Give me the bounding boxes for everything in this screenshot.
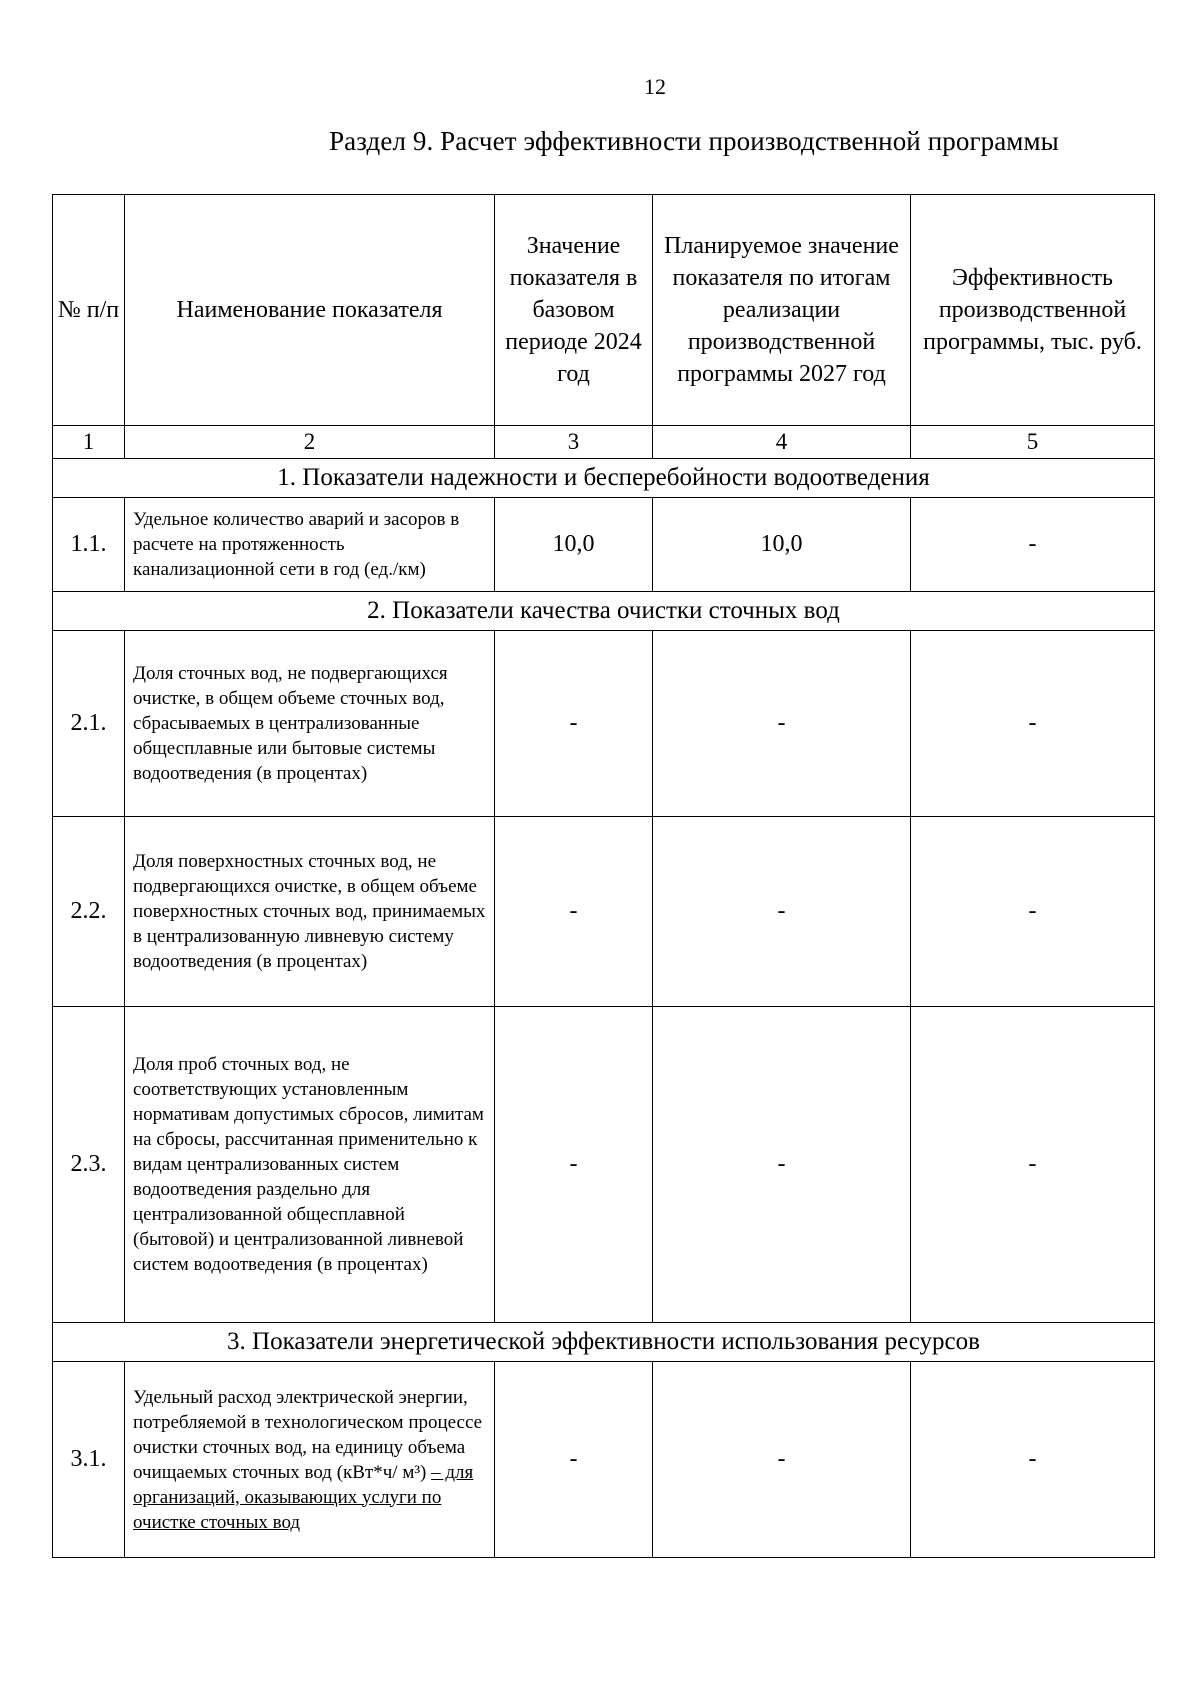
indicator-name: Доля поверхностных сточных вод, не подвергающихся очистке, в общем объеме поверхностных сточных вод, принимаемых в централизованную ливневую систему водоотведения (в процентах) xyxy=(125,817,495,1007)
column-number: 2 xyxy=(125,426,495,459)
page-number: 12 xyxy=(644,74,666,99)
base-value: - xyxy=(495,817,653,1007)
efficiency-value: - xyxy=(911,817,1155,1007)
row-number: 2.2. xyxy=(53,817,125,1007)
base-value: 10,0 xyxy=(495,498,653,592)
group-row xyxy=(53,592,1155,631)
planned-value: 10,0 xyxy=(653,498,911,592)
table-row xyxy=(53,817,1155,1007)
group-title: 3. Показатели энергетической эффективности использования ресурсов xyxy=(53,1323,1155,1362)
indicator-name: Доля сточных вод, не подвергающихся очистке, в общем объеме сточных вод, сбрасываемых в централизованные общесплавные или бытовые системы водоотведения (в процентах) xyxy=(125,631,495,817)
header-planned: Планируемое значение показателя по итогам реализации производственной программы 2027 год xyxy=(653,195,911,426)
row-number: 3.1. xyxy=(53,1362,125,1558)
row-number: 1.1. xyxy=(53,498,125,592)
planned-value: - xyxy=(653,631,911,817)
planned-value: - xyxy=(653,1007,911,1323)
table-row xyxy=(53,1362,1155,1558)
indicator-name-tail: – для организаций, оказывающих услуги по очистке сточных вод xyxy=(133,1461,474,1533)
column-number: 3 xyxy=(495,426,653,459)
indicator-name: Доля проб сточных вод, не соответствующих установленным нормативам допустимых сбросов, лимитам на сбросы, рассчитанная применительно к видам централизованных систем водоотведения раздельно для централизованной общесплавной (бытовой) и централизованной ливневой систем водоотведения (в процентах) xyxy=(125,1007,495,1323)
group-title: 1. Показатели надежности и бесперебойности водоотведения xyxy=(53,459,1155,498)
header-efficiency: Эффективность производственной программы, тыс. руб. xyxy=(911,195,1155,426)
header-base: Значение показателя в базовом периоде 2024 год xyxy=(495,195,653,426)
indicator-name: Удельное количество аварий и засоров в расчете на протяженность канализационной сети в год (ед./км) xyxy=(125,498,495,592)
column-number: 4 xyxy=(653,426,911,459)
base-value: - xyxy=(495,1007,653,1323)
column-number: 1 xyxy=(53,426,125,459)
section-title: Раздел 9. Расчет эффективности производственной программы xyxy=(329,126,1059,156)
efficiency-table xyxy=(52,194,1155,1558)
group-title: 2. Показатели качества очистки сточных вод xyxy=(53,592,1155,631)
indicator-name xyxy=(125,1362,495,1558)
group-row xyxy=(53,1323,1155,1362)
header-num: № п/п xyxy=(53,195,125,426)
column-number: 5 xyxy=(911,426,1155,459)
header-name: Наименование показателя xyxy=(125,195,495,426)
planned-value: - xyxy=(653,1362,911,1558)
table-header-row xyxy=(53,195,1155,426)
efficiency-value: - xyxy=(911,1007,1155,1323)
table-row xyxy=(53,498,1155,592)
planned-value: - xyxy=(653,817,911,1007)
efficiency-value: - xyxy=(911,631,1155,817)
efficiency-value: - xyxy=(911,1362,1155,1558)
base-value: - xyxy=(495,1362,653,1558)
base-value: - xyxy=(495,631,653,817)
indicator-name-main: Удельный расход электрической энергии, потребляемой в технологическом процессе очистки сточных вод, на единицу объема очищаемых сточных вод (кВт*ч/ м³) xyxy=(133,1386,483,1483)
column-number-row xyxy=(53,426,1155,459)
group-row xyxy=(53,459,1155,498)
table-row xyxy=(53,1007,1155,1323)
row-number: 2.1. xyxy=(53,631,125,817)
efficiency-value: - xyxy=(911,498,1155,592)
row-number: 2.3. xyxy=(53,1007,125,1323)
table-row xyxy=(53,631,1155,817)
